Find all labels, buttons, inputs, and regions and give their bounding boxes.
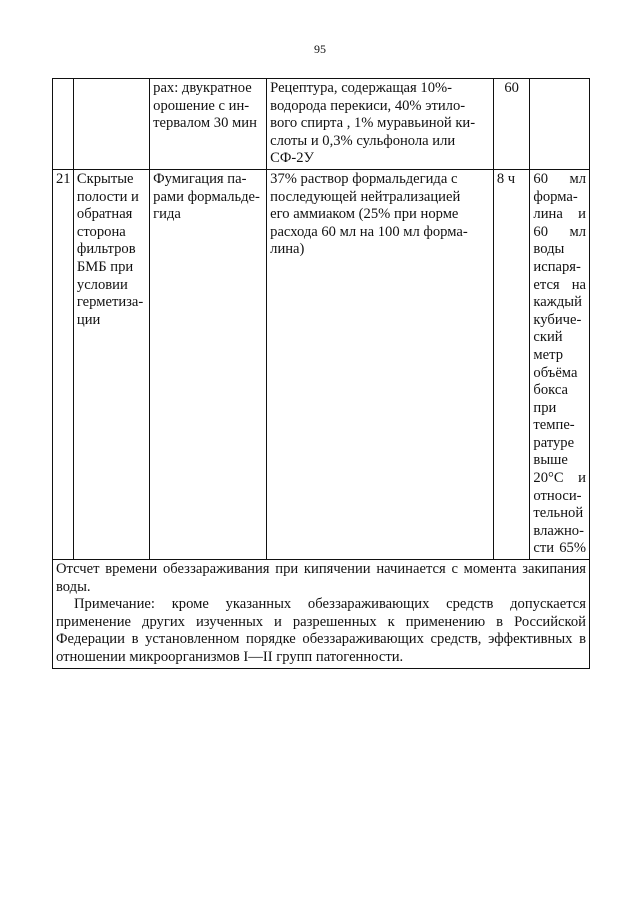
cell-line: ется на <box>533 276 586 293</box>
cell-line: тельной <box>533 505 584 522</box>
cell-line: 60 мл <box>533 170 586 187</box>
boiling-note: Отсчет времени обеззараживания при кипячении начинается с момента закипания воды. <box>56 561 586 595</box>
cell-line: сторона <box>76 223 126 240</box>
cell-line: Рецептура, содержащая 10%- <box>270 80 453 96</box>
table-row <box>53 560 590 669</box>
cell-line: расхода 60 мл на 100 мл форма- <box>270 223 468 240</box>
norm-cell <box>530 79 590 170</box>
cell-line: фильтров <box>76 241 136 258</box>
cell-line: воды <box>533 241 565 258</box>
page-number: 95 <box>314 42 326 56</box>
cell-line: темпе- <box>533 417 575 434</box>
method-cell <box>150 169 267 559</box>
time-cell <box>493 169 530 559</box>
object-cell <box>73 79 149 170</box>
cell-line: при <box>533 399 557 416</box>
row-number-cell <box>53 169 74 559</box>
cell-line: обратная <box>76 206 133 223</box>
cell-line: его аммиаком (25% при норме <box>270 206 459 223</box>
cell-line: выше <box>533 452 568 469</box>
cell-line: объёма <box>533 364 578 381</box>
cell-line: метр <box>533 346 563 363</box>
method-cell <box>150 79 267 170</box>
disinfection-table <box>52 78 590 669</box>
object-cell <box>73 169 149 559</box>
cell-line: СФ-2У <box>270 150 314 167</box>
exposure-time: 60 <box>504 80 519 96</box>
norm-cell <box>530 169 590 559</box>
cell-line: Скрытые <box>76 170 134 187</box>
note-cell <box>53 560 590 669</box>
cell-line: 37% раствор формальдегида с <box>270 170 458 187</box>
row-number: 21 <box>56 170 71 187</box>
cell-line: ратуре <box>533 434 575 451</box>
row-number-cell <box>53 79 74 170</box>
cell-line: влажно- <box>533 522 584 539</box>
remark-note: Примечание: кроме указанных обеззараживающих средств допускается применение других изученных и разрешенных к применению в Российской Федерации в установленном порядке обеззараживающих средств, эффективных в отношении микроорганизмов I—II групп патогенности. <box>56 596 586 665</box>
cell-line: полости и <box>76 188 139 205</box>
cell-line: гида <box>153 206 181 223</box>
cell-line: орошение с ин- <box>153 97 250 114</box>
cell-line: герметиза- <box>76 294 144 311</box>
cell-line: водорода перекиси, 40% этило- <box>270 97 466 114</box>
cell-line: 20°C и <box>533 470 586 487</box>
agent-cell <box>267 169 494 559</box>
table-row <box>53 169 590 559</box>
cell-line: БМБ при <box>76 258 134 275</box>
cell-line: вого спирта , 1% муравьиной ки- <box>270 115 476 132</box>
cell-line: лина и <box>533 206 586 223</box>
cell-line: испаря- <box>533 258 581 275</box>
cell-line: бокса <box>533 382 569 399</box>
table-row <box>53 79 590 170</box>
cell-line: лина) <box>270 241 305 258</box>
cell-line: Фумигация па- <box>153 170 247 187</box>
cell-line: условии <box>76 276 128 293</box>
cell-line: кубиче- <box>533 311 582 328</box>
time-cell <box>493 79 530 170</box>
cell-line: относи- <box>533 487 582 504</box>
cell-line: форма- <box>533 188 578 205</box>
exposure-time: 8 ч <box>496 170 516 187</box>
cell-line: тервалом 30 мин <box>153 115 257 132</box>
cell-line: 60 мл <box>533 223 586 240</box>
cell-line: последующей нейтрализацией <box>270 188 461 205</box>
cell-line: рах: двукратное <box>153 80 252 96</box>
cell-line: каждый <box>533 294 582 311</box>
agent-cell <box>267 79 494 170</box>
cell-line: ский <box>533 329 563 346</box>
cell-line: слоты и 0,3% сульфонола или <box>270 132 456 149</box>
cell-line: рами формальде- <box>153 188 260 205</box>
cell-line: сти 65% <box>533 540 586 557</box>
cell-line: ции <box>76 311 101 328</box>
